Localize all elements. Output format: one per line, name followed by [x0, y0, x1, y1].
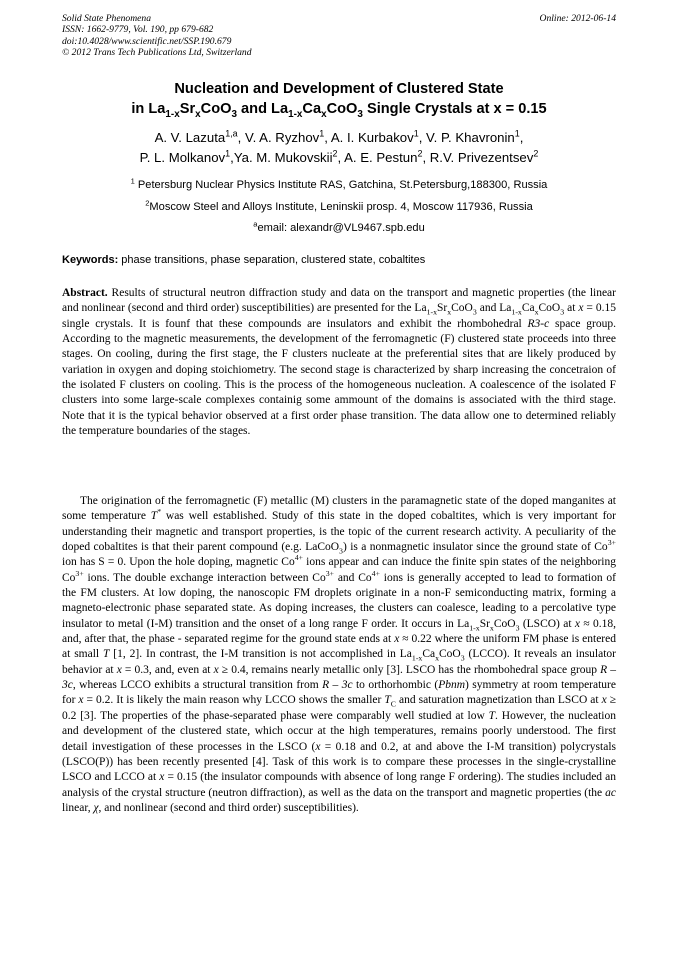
affiliations — [62, 175, 616, 240]
author-line-2: P. L. Molkanov$^1$,Ya. M. Mukovskii$^2$, A. E. Pestun$^2$, R.V. Privezentsev$^2$ — [139, 148, 539, 165]
author: P. L. Molkanov — [139, 150, 226, 165]
abstract: Abstract. Results of structural neutron diffraction study and data on the transport and magnetic properties (the linear and nonlinear (second and third order) susceptibilities) are presented for the $La_{1-x}Sr_xCoO_3$ and $La_{1-x}Ca_xCoO_3$ at x = 0.15 single crystals. It is founf that these compounds are insulators and exhibit the rhombohedral R3-c space group. According to the magnetic measurements, the development of the ferromagnetic (F) clustered state proceeds into three stages. On cooling, during the first stage, the F clusters nucleate at the preferential sites that are likely produced by variation in oxygen and doping stoichiometry. The second stage is characterized by sharp increasing the concetraion of the isolated F clusters on cooling. This is the process of the homogeneous nucleation. A coalescence of the isolated F clusters into some large-scale complexes containig some ammount of the domains is associated with the third stage. Note that it is the typical behavior observed at a first order phase transition. The data allow one to determined reliably the temperature boundaries of the stages. — [62, 287, 616, 438]
journal-name: Solid State Phenomena — [62, 13, 151, 24]
abstract-label: Abstract. — [62, 287, 108, 299]
keywords-label: Keywords: — [62, 254, 119, 266]
author: A. E. Pestun — [344, 150, 418, 165]
title-line-2: in $La_{1-x}Sr_xCoO_3$ and $La_{1-x}Ca_xCoO_3$ Single Crystals at x = 0.15 — [131, 100, 547, 120]
author: V. P. Khavronin — [426, 130, 515, 145]
body-paragraph: The origination of the ferromagnetic (F) metallic (M) clusters in the paramagnetic state of the doped manganites at some temperature T* was well established. Study of this state in the doped cobaltites, which is very important for understanding their magnetic and transport properties, is the topic of the current research activity. A peculiarity of the doped cobaltites is that their parent compound (e.g. LaCoO$_3$) is a nonmagnetic insulator since the ground state of $Co^{3+}$ ion has S = 0. Upon the hole doping, magnetic $Co^{4+}$ ions appear and can induce the finite spin states of the neighboring $Co^{3+}$ ions. The double exchange interaction between $Co^{3+}$ and $Co^{4+}$ ions is generally accepted to lead to formation of the FM clusters. At low doping, the nanoscopic FM droplets originate in a non-F semiconducting matrix, forming a magneto-electronic phase separated state. As doping increases, the clusters can coalesce, leading to a percolative type insulator to metal (I-M) transition and the onset of a long range F order. It occurs in $La_{1-x}Sr_xCoO_3$ (LSCO) at x ≈ 0.18, and, after that, the phase - separated regime for the ground state ends at x ≈ 0.22 where the uniform FM phase is entered at small T [1, 2]. In contrast, the I-M transition is not accomplished in $La_{1-x}Ca_xCoO_3$ (LCCO). It reveals an insulator behavior at x = 0.3, and, even at x ≥ 0.4, remains nearly metallic only [3]. LSCO has the rhombohedral space group R – 3c, whereas LCCO exhibits a structural transition from R – 3c to orthorhombic (Pbnm) symmetry at room temperature for x = 0.2. It is likely the main reason why LCCO shows the smaller $T_C$ and saturation magnetization than LSCO at x ≥ 0.2 [3]. The properties of the phase-separated phase were comparably well studied at low T. However, the nucleation and development of the clustered state, which occur at the high temperatures, remains poorly understood. The first detail investigation of these processes in the LSCO (x = 0.18 and 0.2, at and above the I-M transition) polycrystals (LSCO(P)) has been recently presented [4]. Task of this work is to compare these processes in the single-crystalline LSCO and LCCO at x = 0.15 (the insulator compounds with absence of long range F ordering). The studies included an analysis of the crystal structure (neutron diffraction), as well as the data on the transport and magnetic properties (the ac linear, χ, and nonlinear (second and third order) susceptibilities). — [62, 495, 617, 814]
paper-title — [62, 80, 616, 119]
affiliation-2: $^2$Moscow Steel and Alloys Institute, Leninskii prosp. 4, Moscow 117936, Russia — [145, 197, 533, 213]
author-line-1: A. V. Lazuta$^{1,a}$, V. A. Ryzhov$^1$, A. I. Kurbakov$^1$, V. P. Khavronin$^1$, — [154, 128, 524, 145]
title-line-1: Nucleation and Development of Clustered State — [174, 81, 504, 97]
copyright-line: © 2012 Trans Tech Publications Ltd, Switzerland — [62, 47, 252, 59]
author: V. A. Ryzhov — [245, 130, 320, 145]
author: Ya. M. Mukovskii — [233, 150, 333, 165]
keywords: Keywords: phase transitions, phase separation, clustered state, cobaltites — [62, 254, 426, 266]
online-date: Online: 2012-06-14 — [539, 13, 616, 24]
doi-line: doi:10.4028/www.scientific.net/SSP.190.679 — [62, 35, 232, 47]
affiliation-1: $^1$ Petersburg Nuclear Physics Institute RAS, Gatchina, St.Petersburg,188300, Russia — [130, 176, 548, 191]
author: A. V. Lazuta — [154, 130, 226, 145]
issn-line: ISSN: 1662-9779, Vol. 190, pp 679-682 — [62, 24, 214, 36]
author: A. I. Kurbakov — [330, 130, 414, 145]
author-list — [62, 128, 616, 168]
author: R.V. Privezentsev — [429, 150, 534, 165]
journal-header — [62, 13, 616, 59]
email-line: $^a$email: alexandr@VL9467.spb.edu — [253, 219, 425, 234]
